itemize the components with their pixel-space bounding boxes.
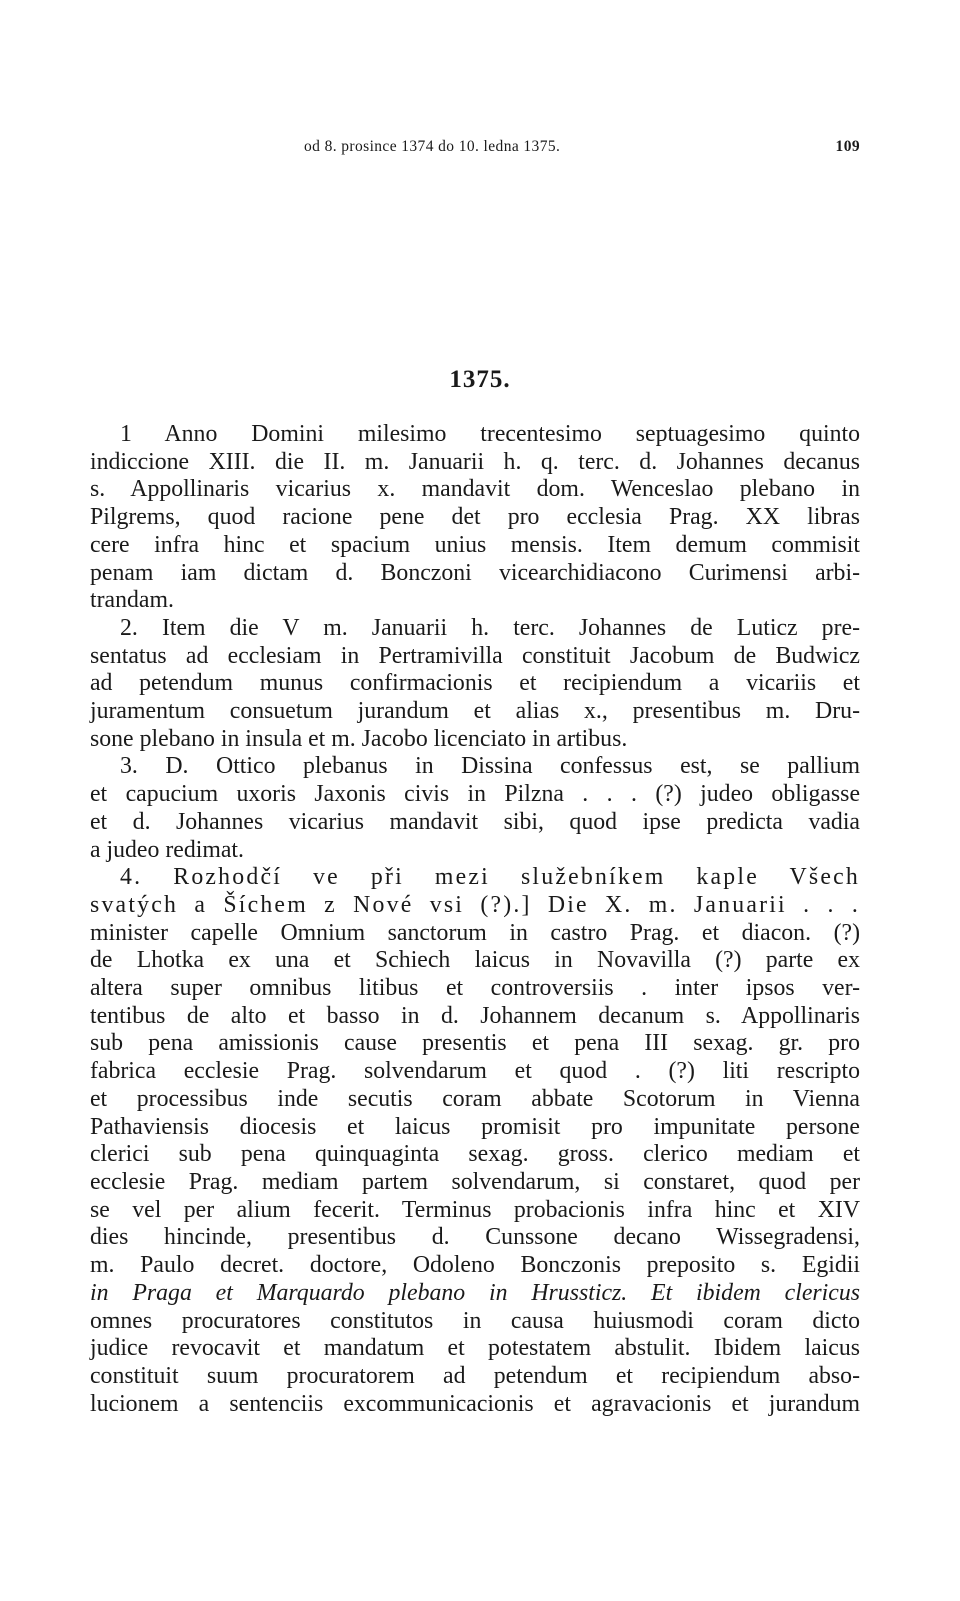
text-line: Pathaviensis diocesis et laicus promisit pro impunitate persone: [90, 1113, 860, 1140]
text-line: se vel per alium fecerit. Terminus probacionis infra hinc et XIV: [90, 1196, 860, 1223]
text-line: 3. D. Ottico plebanus in Dissina confessus est, se pallium: [120, 753, 860, 780]
text-line: judice revocavit et mandatum et potestatem abstulit. Ibidem laicus: [90, 1335, 860, 1362]
text-line: sub pena amissionis cause presentis et pena III sexag. gr. pro: [90, 1030, 860, 1057]
text-line: 4. Rozhodčí ve při mezi služebníkem kaple Všech: [120, 864, 860, 891]
text-line: et d. Johannes vicarius mandavit sibi, quod ipse predicta vadia: [90, 808, 860, 835]
text-line: in Praga et Marquardo plebano in Hrussticz. Et ibidem clericus: [90, 1279, 860, 1306]
text-line: tentibus de alto et basso in d. Johannem decanum s. Appollinaris: [90, 1002, 860, 1029]
text-line: trandam.: [90, 587, 174, 614]
text-line: cere infra hinc et spacium unius mensis. Item demum commisit: [90, 531, 860, 558]
text-line: dies hincinde, presentibus d. Cunssone decano Wissegradensi,: [90, 1224, 860, 1251]
text-line: altera super omnibus litibus et controversiis . inter ipsos ver-: [90, 975, 860, 1002]
text-line: s. Appollinaris vicarius x. mandavit dom. Wenceslao plebano in: [90, 476, 860, 503]
text-line: lucionem a sentenciis excommunicacionis et agravacionis et jurandum: [90, 1390, 860, 1417]
text-line: et capucium uxoris Jaxonis civis in Pilzna . . . (?) judeo obligasse: [90, 781, 860, 808]
text-line: 2. Item die V m. Januarii h. terc. Johannes de Luticz pre-: [120, 614, 860, 641]
text-line: constituit suum procuratorem ad petendum et recipiendum abso-: [90, 1362, 860, 1389]
running-title: od 8. prosince 1374 do 10. ledna 1375.: [304, 138, 561, 155]
text-line: ad petendum munus confirmacionis et recipiendum a vicariis et: [90, 670, 860, 697]
text-line: et processibus inde secutis coram abbate Scotorum in Vienna: [90, 1085, 860, 1112]
text-line: ecclesie Prag. mediam partem solvendarum, si constaret, quod per: [90, 1168, 860, 1195]
text-line: Pilgrems, quod racione pene det pro ecclesia Prag. XX libras: [90, 504, 860, 531]
document-body: [90, 421, 860, 1418]
text-line: juramentum consuetum jurandum et alias x., presentibus m. Dru-: [90, 698, 860, 725]
text-line: clerici sub pena quinquaginta sexag. gross. clerico mediam et: [90, 1141, 860, 1168]
text-line: sentatus ad ecclesiam in Pertramivilla constituit Jacobum de Budwicz: [90, 642, 860, 669]
text-line: omnes procuratores constitutos in causa huiusmodi coram dicto: [90, 1307, 860, 1334]
text-line: penam iam dictam d. Bonczoni vicearchidiacono Curimensi arbi-: [90, 559, 860, 586]
text-line: de Lhotka ex una et Schiech laicus in Novavilla (?) parte ex: [90, 947, 860, 974]
year-heading: 1375.: [449, 366, 511, 393]
text-line: indiccione XIII. die II. m. Januarii h. q. terc. d. Johannes decanus: [90, 448, 860, 475]
text-line: 1 Anno Domini milesimo trecentesimo septuagesimo quinto: [120, 421, 860, 447]
text-line: minister capelle Omnium sanctorum in castro Prag. et diacon. (?): [90, 919, 860, 946]
text-line: svatých a Šíchem z Nové vsi (?).] Die X. m. Januarii . . .: [90, 891, 860, 918]
text-line: a judeo redimat.: [90, 836, 244, 863]
text-line: m. Paulo decret. doctore, Odoleno Bonczonis preposito s. Egidii: [90, 1252, 860, 1279]
page-number: 109: [835, 138, 860, 155]
text-line: fabrica ecclesie Prag. solvendarum et quod . (?) liti rescripto: [90, 1058, 860, 1085]
text-line: sone plebano in insula et m. Jacobo licenciato in artibus.: [90, 725, 628, 752]
